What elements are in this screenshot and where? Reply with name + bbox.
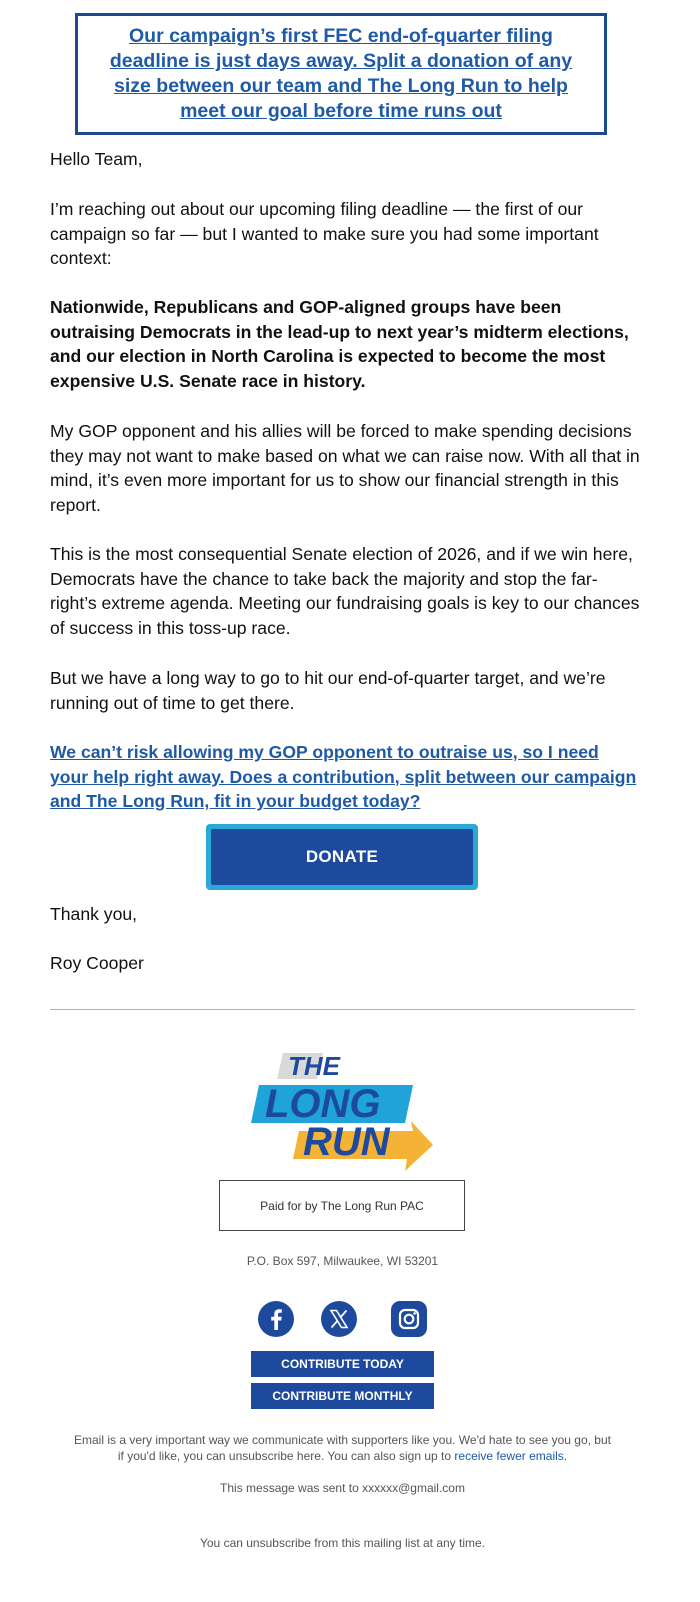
instagram-icon[interactable] bbox=[391, 1301, 427, 1337]
contribute-today-button[interactable]: CONTRIBUTE TODAY bbox=[251, 1351, 434, 1377]
headline-link[interactable]: Our campaign’s first FEC end-of-quarter filing deadline is just days away. Split a donation of any size between our team and The Long Run to help meet our goal before time runs out bbox=[109, 25, 573, 122]
unsubscribe-line-2-end: . bbox=[563, 1449, 568, 1463]
signature: Roy Cooper bbox=[50, 953, 144, 973]
fewer-emails-link[interactable]: receive fewer emails bbox=[454, 1449, 564, 1463]
mailing-address: P.O. Box 597, Milwaukee, WI 53201 bbox=[246, 1254, 439, 1268]
x-icon[interactable] bbox=[321, 1301, 357, 1337]
long-run-logo[interactable] bbox=[245, 1045, 440, 1175]
facebook-icon[interactable] bbox=[258, 1301, 294, 1337]
sent-to-notice: This message was sent to xxxxxx@gmail.com bbox=[220, 1481, 465, 1495]
headline-box bbox=[75, 13, 607, 135]
greeting: Hello Team, bbox=[50, 149, 143, 169]
paragraph-1: I’m reaching out about our upcoming filing deadline — the first of our campaign so far — but I wanted to make sure you had some important context: bbox=[50, 199, 599, 269]
paragraph-4: This is the most consequential Senate election of 2026, and if we win here, Democrats have the chance to take back the majority and stop the far-right’s extreme agenda. Meeting our fundraising goals is key to our chances of success in this toss-up race. bbox=[50, 544, 640, 638]
donate-button[interactable]: DONATE bbox=[211, 829, 473, 885]
unsubscribe-anytime[interactable]: You can unsubscribe from this mailing list at any time. bbox=[199, 1536, 486, 1550]
unsubscribe-notice bbox=[0, 1432, 685, 1464]
unsubscribe-line-2-text: if you'd like, you can unsubscribe here. You can also sign up to bbox=[117, 1449, 452, 1463]
logo-text-the: THE bbox=[288, 1051, 340, 1081]
logo-text-run: RUN bbox=[303, 1120, 390, 1164]
unsubscribe-line-1: Email is a very important way we communicate with supporters like you. We'd hate to see you go, but bbox=[74, 1433, 611, 1447]
contribute-monthly-button[interactable]: CONTRIBUTE MONTHLY bbox=[251, 1383, 434, 1409]
logo-text-long: LONG bbox=[265, 1082, 381, 1126]
paragraph-5: But we have a long way to go to hit our end-of-quarter target, and we’re running out of time to get there. bbox=[50, 668, 606, 713]
unsubscribe-line-2 bbox=[0, 1448, 685, 1464]
divider bbox=[50, 1009, 635, 1010]
paid-for-box: Paid for by The Long Run PAC bbox=[219, 1180, 465, 1231]
signoff: Thank you, bbox=[50, 904, 138, 924]
paragraph-2-bold: Nationwide, Republicans and GOP-aligned groups have been outraising Democrats in the lead-up to next year’s midterm elections, and our election in North Carolina is expected to become the most expensive U.S. Senate race in history. bbox=[50, 297, 629, 391]
paragraph-3: My GOP opponent and his allies will be forced to make spending decisions they may not want to make based on what we can raise now. With all that in mind, it’s even more important for us to show our financial strength in this report. bbox=[50, 421, 640, 515]
contribution-link[interactable]: We can’t risk allowing my GOP opponent to outraise us, so I need your help right away. Does a contribution, split between our campaign and The Long Run, fit in your budget today? bbox=[50, 742, 637, 812]
donate-button-frame bbox=[206, 824, 478, 890]
